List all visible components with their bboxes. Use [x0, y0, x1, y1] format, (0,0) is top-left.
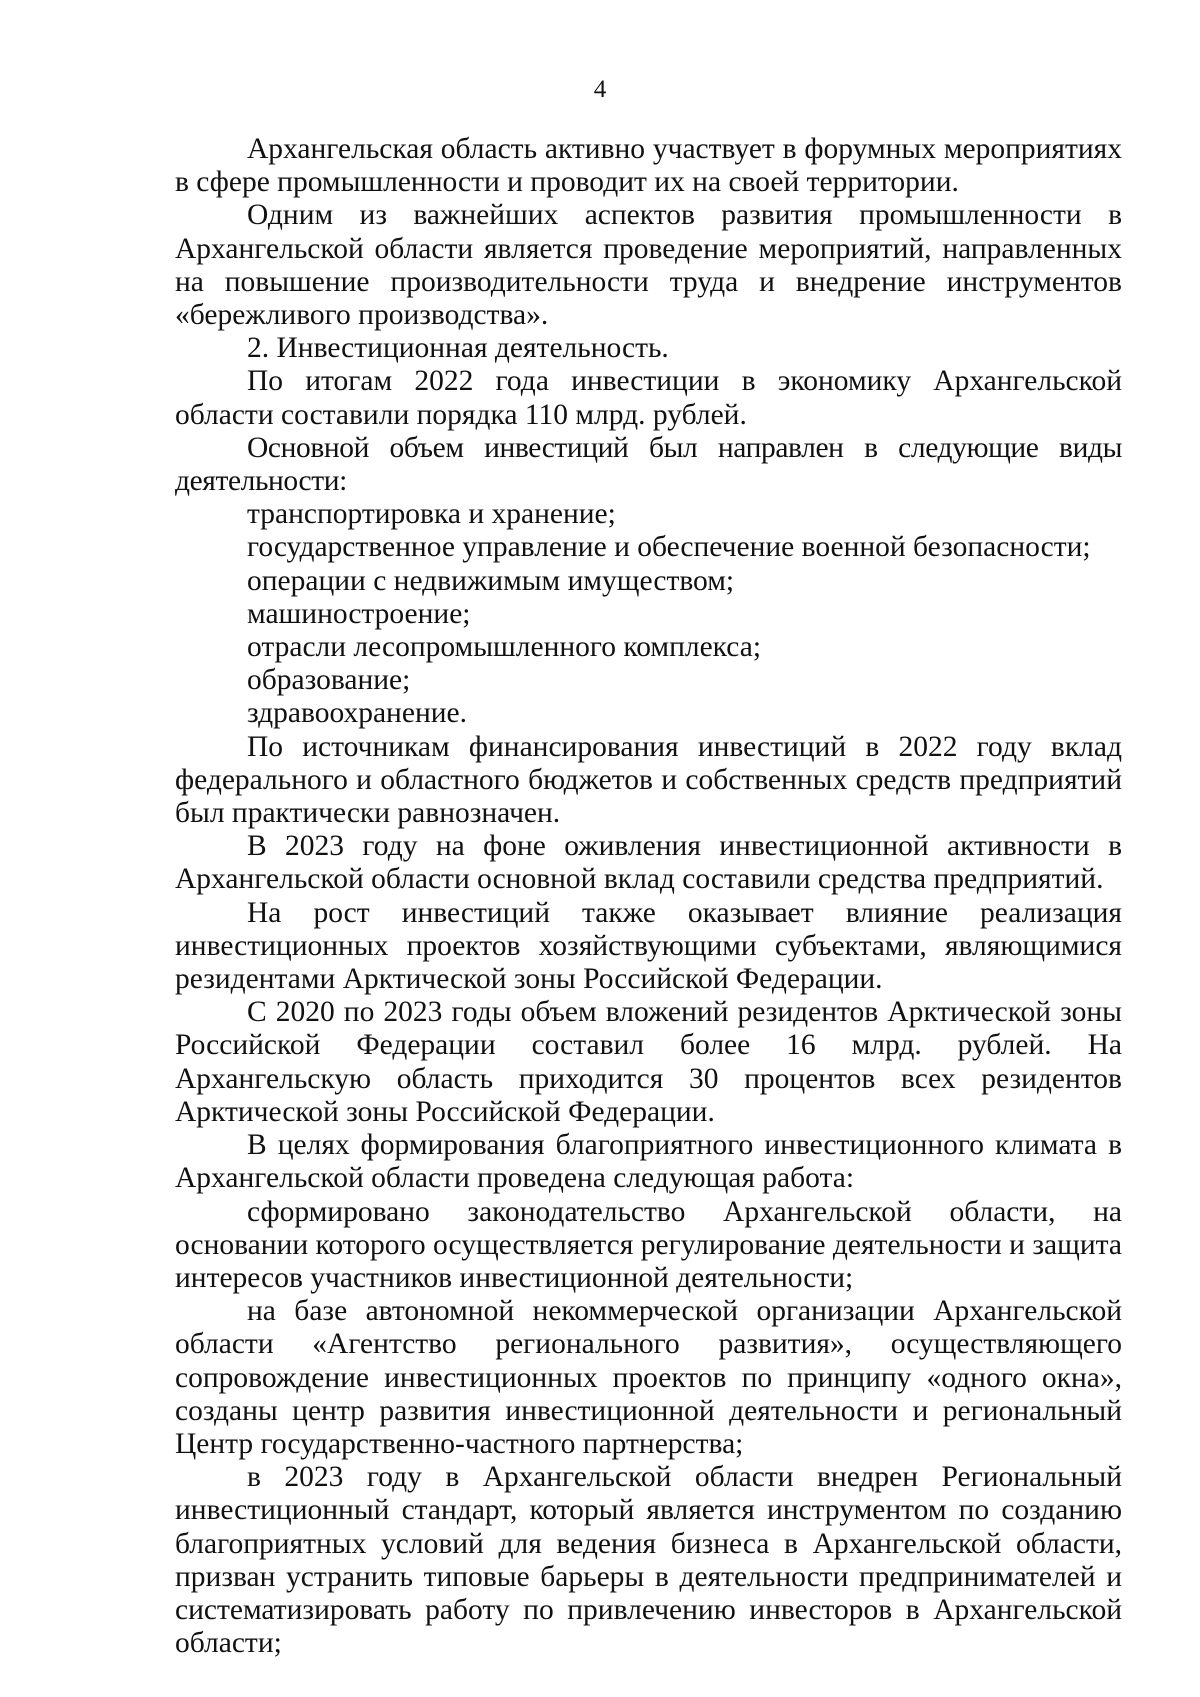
list-item: операции с недвижимым имуществом; — [247, 564, 735, 597]
paragraph-forums: Архангельская область активно участвует в форумных мероприятиях в сфере промышленности и проводит их на своей территории. — [175, 133, 1122, 199]
paragraph-productivity: Одним из важнейших аспектов развития промышленности в Архангельской области является проведение мероприятий, направленных на повышение производительности труда и внедрение инструментов «бережливого производства». — [175, 199, 1122, 332]
list-item: государственное управление и обеспечение военной безопасности; — [247, 531, 1091, 564]
list-item: образование; — [247, 664, 411, 697]
paragraph-arctic-investment-volume: С 2020 по 2023 годы объем вложений резидентов Арктической зоны Российской Федерации составил более 16 млрд. рублей. На Архангельскую область приходится 30 процентов всех резидентов Арктической зоны Российской Федерации. — [175, 996, 1122, 1128]
paragraph-investment-climate: В целях формирования благоприятного инвестиционного климата в Архангельской области проведена следующая работа: — [175, 1129, 1122, 1195]
paragraph-regional-agency: на базе автономной некоммерческой организации Архангельской области «Агентство регионального развития», осуществляющего сопровождение инвестиционных проектов по принципу «одного окна», созданы центр развития инвестиционной деятельности и региональный Центр государственно-частного партнерства; — [175, 1295, 1122, 1460]
paragraph-funding-sources: По источникам финансирования инвестиций в 2022 году вклад федерального и областного бюджетов и собственных средств предприятий был практически равнозначен. — [175, 730, 1122, 830]
paragraph-investment-2022: По итогам 2022 года инвестиции в экономику Архангельской области составили порядка 110 млрд. рублей. — [175, 365, 1122, 431]
paragraph-legislation: сформировано законодательство Архангельской области, на основании которого осуществляется регулирование деятельности и защита интересов участников инвестиционной деятельности; — [175, 1195, 1122, 1294]
paragraph-investment-standard: в 2023 году в Архангельской области внедрен Региональный инвестиционный стандарт, который является инструментом по созданию благоприятных условий для ведения бизнеса в Архангельской области, призван устранить типовые барьеры в деятельности предпринимателей и систематизировать работу по привлечению инвесторов в Архангельской области; — [175, 1461, 1122, 1660]
list-item: здравоохранение. — [247, 697, 467, 730]
paragraph-investment-directions: Основной объем инвестиций был направлен в следующие виды деятельности: — [175, 431, 1122, 498]
document-body — [175, 133, 1122, 1660]
paragraph-arctic-residents: На рост инвестиций также оказывает влияние реализация инвестиционных проектов хозяйствующими субъектами, являющимися резидентами Арктической зоны Российской Федерации. — [175, 896, 1122, 996]
list-item: отрасли лесопромышленного комплекса; — [247, 631, 762, 664]
page-number: 4 — [593, 76, 607, 103]
section-heading-investment: 2. Инвестиционная деятельность. — [247, 332, 669, 365]
list-item: транспортировка и хранение; — [247, 498, 616, 531]
list-item: машиностроение; — [247, 597, 471, 630]
paragraph-2023-activity: В 2023 году на фоне оживления инвестиционной активности в Архангельской области основной вклад составили средства предприятий. — [175, 830, 1122, 896]
